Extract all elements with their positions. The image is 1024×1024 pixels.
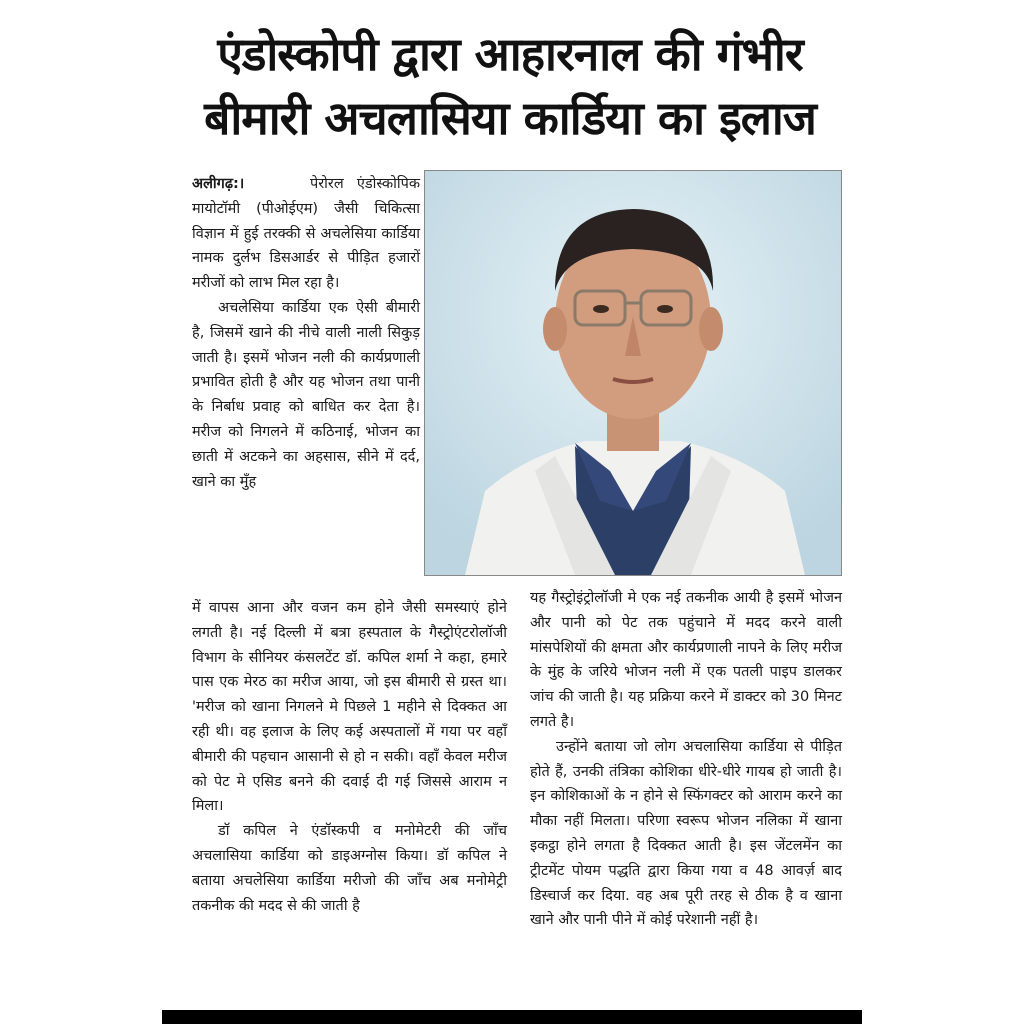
article-paragraph: उन्होंने बताया जो लोग अचलासिया कार्डिया से पीड़ित होते हैं, उनकी तंत्रिका कोशिका धीरे-धीरे गायब हो जाती है। इन कोशिकाओं के न होने से स्फिंगक्टर को आराम करने का मौका नहीं मिलता। परिणा स्वरूप भोजन नलिका में खाना इकट्ठा होने लगता है दिक्कत आती है। इस जेंटलमेंन का ट्रीटमेंट पोयम पद्धति द्वारा किया गया व 48 आवर्ज़ बाद डिस्चार्ज कर दिया. वह अब पूरी तरह से ठीक है व खाना खाने और पानी पीने में कोई परेशानी नहीं है। bbox=[530, 738, 842, 929]
article-paragraph: अचलेसिया कार्डिया एक ऐसी बीमारी है, जिसमें खाने की नीचे वाली नाली सिकुड़ जाती है। इसमें भोजन नली की कार्यप्रणाली प्रभावित होती है और यह भोजन तथा पानी के निर्बाध प्रवाह को बाधित कर देता है। मरीज को निगलने में कठिनाई, भोजन का छाती में अटकने का अहसास, सीने में दर्द, खाने का मुँह bbox=[192, 299, 420, 490]
article-paragraph: अलीगढ़:। पेरोरल एंडोस्कोपिक मायोटॉमी (पीओईएम) जैसी चिकित्सा विज्ञान में हुई तरक्की से अचलेसिया कार्डिया नामक दुर्लभ डिसआर्डर से पीड़ित हजारों मरीजों को लाभ मिल रहा है। bbox=[192, 176, 421, 292]
article-paragraph: में वापस आना और वजन कम होने जैसी समस्याएं होने लगती है। नई दिल्ली में बत्रा हस्पताल के गैस्ट्रोएंटरोलॉजी विभाग के सीनियर कंसलटेंट डॉ. कपिल शर्मा ने कहा, हमारे पास एक मेरठ का मरीज आया, जो इस बीमारी से ग्रस्त था। 'मरीज को खाना निगलने मे पिछले 1 महीने से दिक्कत आ रही थी। वह इलाज के लिए कई अस्पतालों में गया पर वहाँ बीमारी की पहचान आसानी से हो न सकी। वहाँ केवल मरीज को पेट मे एसिड बनने की दवाई दी गई जिससे आराम न मिला। bbox=[192, 600, 507, 815]
article-paragraph: डॉ कपिल ने एंडॉस्कपी व मनोमेटरी की जाँच अचलासिया कार्डिया को डाइअग्नोस किया। डॉ कपिल ने बताया अचलेसिया कार्डिया मरीजो की जाँच अब मनोमेट्री तकनीक की मदद से की जाती है bbox=[192, 823, 507, 914]
dateline: अलीगढ़:। bbox=[192, 176, 245, 192]
doctor-portrait-illustration bbox=[425, 171, 841, 575]
headline bbox=[150, 22, 870, 150]
doctor-photo bbox=[424, 170, 842, 576]
article-column-1 bbox=[192, 172, 420, 494]
article-column-2 bbox=[530, 586, 842, 933]
article-paragraph: यह गैस्ट्रोइंट्रोलॉजी मे एक नई तकनीक आयी है इसमें भोजन और पानी को पेट तक पहुंचाने में मदद करने वाली मांसपेशियों की क्षमता और कार्यप्रणाली नापने के लिए मरीज के मुंह के जरिये भोजन नली में एक पतली पाइप डालकर जांच की जाती है। यह प्रक्रिया करने में डाक्टर को 30 मिनट लगते है। bbox=[530, 590, 842, 730]
headline-line-1: एंडोस्कोपी द्वारा आहारनाल की गंभीर bbox=[217, 27, 803, 81]
bottom-rule bbox=[162, 1010, 862, 1024]
headline-line-2: बीमारी अचलासिया कार्डिया का इलाज bbox=[204, 91, 816, 145]
article-column-1-continued bbox=[192, 596, 507, 918]
